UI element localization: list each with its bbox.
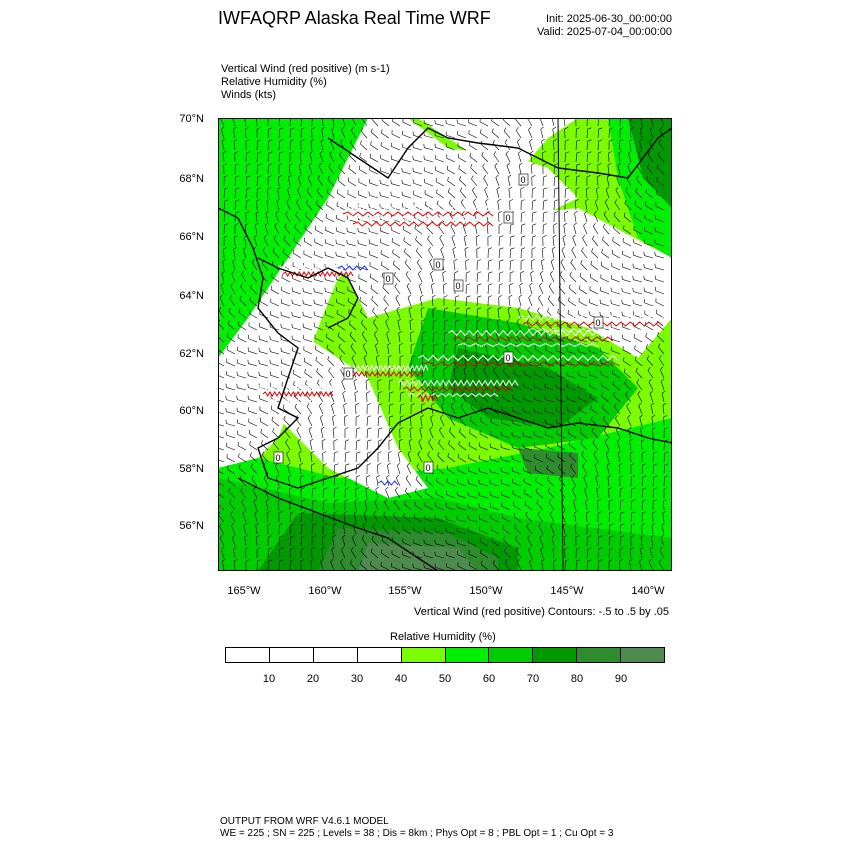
contour-label: 0 bbox=[520, 175, 526, 185]
contour-label: 0 bbox=[455, 281, 461, 291]
legend-swatch bbox=[402, 648, 446, 662]
contour-label: 0 bbox=[425, 463, 431, 473]
legend-swatch bbox=[489, 648, 533, 662]
legend-swatch bbox=[314, 648, 358, 662]
model-footer bbox=[220, 816, 613, 840]
legend-swatch bbox=[270, 648, 314, 662]
legend-swatch bbox=[577, 648, 621, 662]
lon-label-155: 155°W bbox=[388, 585, 422, 597]
field-vertical-wind: Vertical Wind (red positive) (m s-1) bbox=[221, 63, 390, 75]
lon-label-145: 145°W bbox=[550, 585, 584, 597]
legend-swatch bbox=[358, 648, 402, 662]
color-legend bbox=[225, 647, 665, 663]
legend-swatch bbox=[533, 648, 577, 662]
legend-tick-label: 40 bbox=[394, 673, 408, 685]
lat-label-64: 64°N bbox=[179, 290, 204, 302]
lon-label-165: 165°W bbox=[227, 585, 261, 597]
lat-label-66: 66°N bbox=[179, 231, 204, 243]
legend-swatch bbox=[226, 648, 270, 662]
init-time: Init: 2025-06-30_00:00:00 bbox=[546, 13, 672, 25]
relative-humidity-fill bbox=[218, 118, 672, 571]
legend-tick-label: 30 bbox=[350, 673, 364, 685]
field-relative-humidity: Relative Humidity (%) bbox=[221, 76, 327, 88]
legend-tick-label: 70 bbox=[526, 673, 540, 685]
plot-title: IWFAQRP Alaska Real Time WRF bbox=[218, 8, 491, 28]
legend-swatch bbox=[446, 648, 490, 662]
field-list bbox=[221, 63, 390, 102]
contour-label: 0 bbox=[435, 260, 441, 270]
field-winds: Winds (kts) bbox=[221, 89, 276, 101]
lon-label-150: 150°W bbox=[469, 585, 503, 597]
legend-tick-label: 60 bbox=[482, 673, 496, 685]
lon-label-140: 140°W bbox=[631, 585, 665, 597]
contour-label: 0 bbox=[505, 213, 511, 223]
contour-label: 0 bbox=[345, 369, 351, 379]
contour-label: 0 bbox=[505, 353, 511, 363]
legend-tick-label: 10 bbox=[262, 673, 276, 685]
legend-swatch bbox=[621, 648, 664, 662]
footer-config: WE = 225 ; SN = 225 ; Levels = 38 ; Dis = 8km ; Phys Opt = 8 ; PBL Opt = 1 ; Cu Opt = 3 bbox=[220, 828, 614, 839]
run-times bbox=[537, 13, 672, 39]
valid-time: Valid: 2025-07-04_00:00:00 bbox=[537, 26, 672, 38]
lat-label-62: 62°N bbox=[179, 348, 204, 360]
weather-map bbox=[218, 118, 672, 571]
lat-label-70: 70°N bbox=[179, 113, 204, 125]
lat-label-58: 58°N bbox=[179, 463, 204, 475]
lat-label-60: 60°N bbox=[179, 405, 204, 417]
lat-label-68: 68°N bbox=[179, 173, 204, 185]
legend-tick-label: 20 bbox=[306, 673, 320, 685]
contour-label: 0 bbox=[595, 318, 601, 328]
legend-title: Relative Humidity (%) bbox=[390, 631, 496, 643]
contour-label: 0 bbox=[275, 453, 281, 463]
legend-tick-label: 80 bbox=[570, 673, 584, 685]
legend-tick-label: 90 bbox=[614, 673, 628, 685]
lat-label-56: 56°N bbox=[179, 520, 204, 532]
contour-note: Vertical Wind (red positive) Contours: -.5 to .5 by .05 bbox=[414, 606, 669, 618]
lon-label-160: 160°W bbox=[308, 585, 342, 597]
footer-model: OUTPUT FROM WRF V4.6.1 MODEL bbox=[220, 816, 389, 827]
contour-label: 0 bbox=[385, 274, 391, 284]
legend-tick-label: 50 bbox=[438, 673, 452, 685]
